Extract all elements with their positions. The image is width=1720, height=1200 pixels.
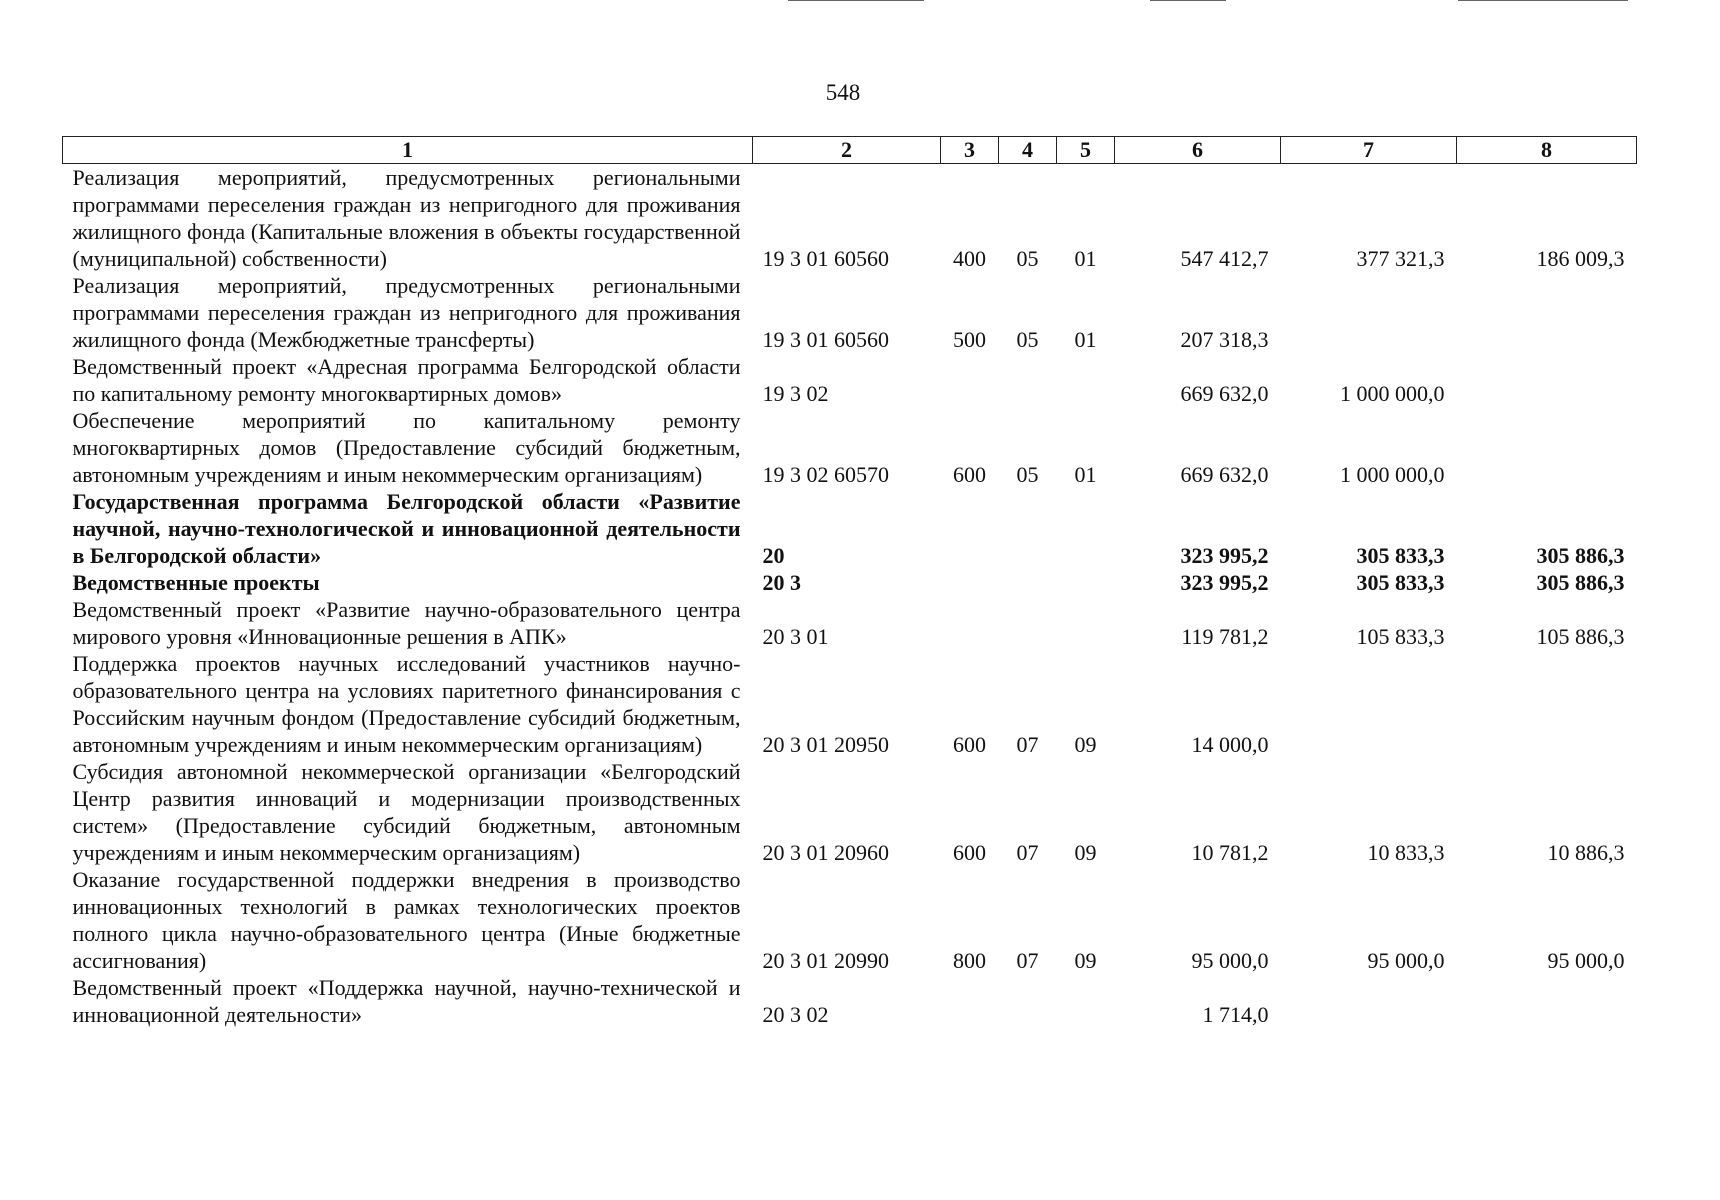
row-section: 07: [1016, 840, 1039, 865]
row-expense-type: 800: [953, 948, 986, 973]
row-subsection: [1057, 353, 1115, 407]
row-amount-year2: [1281, 650, 1457, 758]
row-subsection: 09: [1074, 948, 1097, 973]
table-row: [63, 866, 1637, 974]
header-col-csr: 2: [753, 137, 941, 164]
row-amount-year1: 14 000,0: [1191, 732, 1269, 757]
row-csr-code: 19 3 02: [762, 381, 829, 406]
row-expense-type: [941, 353, 999, 407]
table-row: [63, 569, 1637, 596]
row-amount-year1: 669 632,0: [1180, 462, 1269, 487]
row-section: [999, 488, 1057, 569]
row-amount-year2: 105 833,3: [1356, 624, 1445, 649]
table-row: [63, 164, 1637, 273]
row-name: Ведомственные проекты: [72, 570, 320, 595]
header-col-name: 1: [63, 137, 753, 164]
row-amount-year3: [1457, 353, 1637, 407]
row-section: 05: [1016, 246, 1039, 271]
table-header: [63, 137, 1637, 164]
row-expense-type: 500: [953, 327, 986, 352]
row-amount-year1: 207 318,3: [1180, 327, 1269, 352]
row-amount-year2: 305 833,3: [1356, 543, 1445, 568]
row-expense-type: 600: [953, 732, 986, 757]
table-row: [63, 407, 1637, 488]
header-col-year1: 6: [1115, 137, 1281, 164]
scan-edge-line: [1150, 0, 1226, 1]
row-amount-year1: 119 781,2: [1181, 624, 1269, 649]
row-amount-year3: [1457, 650, 1637, 758]
row-name: Обеспечение мероприятий по капитальному ремонту многоквартирных домов (Предоставление субсидий бюджетным, автономным учреждениям и иным некоммерческим организациям): [72, 408, 741, 487]
row-name: Ведомственный проект «Развитие научно-образовательного центра мирового уровня «Инновационные решения в АПК»: [72, 597, 741, 649]
row-name: Реализация мероприятий, предусмотренных региональными программами переселения граждан из непригодного для проживания жилищного фонда (Межбюджетные трансферты): [72, 273, 741, 352]
row-subsection: 01: [1074, 246, 1097, 271]
row-name: Ведомственный проект «Поддержка научной, научно-технической и инновационной деятельности»: [72, 975, 741, 1027]
row-section: [999, 596, 1057, 650]
row-name: Ведомственный проект «Адресная программа Белгородской области по капитальному ремонту многоквартирных домов»: [72, 354, 741, 406]
row-subsection: [1057, 596, 1115, 650]
row-expense-type: 400: [953, 246, 986, 271]
row-amount-year2: 1 000 000,0: [1340, 462, 1445, 487]
table-row: [63, 272, 1637, 353]
row-csr-code: 20 3 01: [762, 624, 829, 649]
row-csr-code: 20: [762, 543, 785, 568]
row-csr-code: 20 3: [762, 570, 801, 595]
row-amount-year2: 377 321,3: [1356, 246, 1445, 271]
row-amount-year3: 95 000,0: [1547, 948, 1625, 973]
row-csr-code: 20 3 01 20950: [762, 732, 889, 757]
row-amount-year3: 305 886,3: [1536, 570, 1625, 595]
row-csr-code: 20 3 02: [762, 1002, 829, 1027]
header-col-section: 4: [999, 137, 1057, 164]
row-amount-year3: 305 886,3: [1536, 543, 1625, 568]
row-name: Государственная программа Белгородской области «Развитие научной, научно-технологической и инновационной деятельности в Белгородской области»: [72, 489, 741, 568]
table-row: [63, 488, 1637, 569]
header-row: [63, 137, 1637, 164]
row-amount-year1: 323 995,2: [1180, 570, 1269, 595]
row-expense-type: 600: [953, 462, 986, 487]
row-name: Оказание государственной поддержки внедрения в производство инновационных технологий в рамках технологических проектов полного цикла научно-образовательного центра (Иные бюджетные ассигнования): [72, 867, 741, 973]
row-name: Реализация мероприятий, предусмотренных региональными программами переселения граждан из непригодного для проживания жилищного фонда (Капитальные вложения в объекты государственной (муниципальной) собственности): [72, 165, 741, 271]
row-amount-year1: 669 632,0: [1180, 381, 1269, 406]
row-csr-code: 19 3 01 60560: [762, 246, 889, 271]
table-body: [63, 164, 1637, 1029]
row-csr-code: 20 3 01 20990: [762, 948, 889, 973]
row-amount-year3: 10 886,3: [1547, 840, 1625, 865]
row-section: 05: [1016, 327, 1039, 352]
row-expense-type: [941, 596, 999, 650]
header-col-year3: 8: [1457, 137, 1637, 164]
row-expense-type: [941, 569, 999, 596]
row-amount-year2: 10 833,3: [1367, 840, 1445, 865]
row-subsection: [1057, 974, 1115, 1028]
row-subsection: 09: [1074, 840, 1097, 865]
row-subsection: [1057, 488, 1115, 569]
row-csr-code: 20 3 01 20960: [762, 840, 889, 865]
row-name: Субсидия автономной некоммерческой организации «Белгородский Центр развития инноваций и модернизации производственных систем» (Предоставление субсидий бюджетным, автономным учреждениям и иным некоммерческим организациям): [72, 759, 741, 865]
row-amount-year1: 95 000,0: [1191, 948, 1269, 973]
scan-edge-line: [788, 0, 924, 1]
row-csr-code: 19 3 01 60560: [762, 327, 889, 352]
document-page: [62, 136, 1636, 1028]
row-subsection: 01: [1074, 327, 1097, 352]
row-expense-type: [941, 488, 999, 569]
row-amount-year1: 1 714,0: [1202, 1002, 1269, 1027]
table-row: [63, 974, 1637, 1028]
row-amount-year1: 323 995,2: [1180, 543, 1269, 568]
row-subsection: 09: [1074, 732, 1097, 757]
table-row: [63, 650, 1637, 758]
budget-table: [62, 136, 1637, 1028]
row-subsection: 01: [1074, 462, 1097, 487]
row-section: [999, 353, 1057, 407]
row-section: 07: [1016, 732, 1039, 757]
row-section: 05: [1016, 462, 1039, 487]
row-amount-year1: 10 781,2: [1191, 840, 1269, 865]
row-name: Поддержка проектов научных исследований участников научно-образовательного центра на условиях паритетного финансирования с Российским научным фондом (Предоставление субсидий бюджетным, автономным учреждениям и иным некоммерческим организациям): [72, 651, 741, 757]
row-amount-year3: 186 009,3: [1536, 246, 1625, 271]
page-number: 548: [825, 80, 861, 105]
row-amount-year2: 1 000 000,0: [1340, 381, 1445, 406]
header-col-vr: 3: [941, 137, 999, 164]
scan-edge-line: [1458, 0, 1628, 1]
row-amount-year3: 105 886,3: [1536, 624, 1625, 649]
row-amount-year3: [1457, 974, 1637, 1028]
row-csr-code: 19 3 02 60570: [762, 462, 889, 487]
row-amount-year3: [1457, 407, 1637, 488]
row-amount-year2: 95 000,0: [1367, 948, 1445, 973]
row-section: [999, 974, 1057, 1028]
table-row: [63, 758, 1637, 866]
row-section: [999, 569, 1057, 596]
row-amount-year2: [1281, 272, 1457, 353]
row-amount-year1: 547 412,7: [1180, 246, 1269, 271]
table-row: [63, 596, 1637, 650]
table-row: [63, 353, 1637, 407]
row-section: 07: [1016, 948, 1039, 973]
header-col-year2: 7: [1281, 137, 1457, 164]
row-amount-year2: [1281, 974, 1457, 1028]
header-col-subsection: 5: [1057, 137, 1115, 164]
row-expense-type: 600: [953, 840, 986, 865]
row-amount-year3: [1457, 272, 1637, 353]
row-amount-year2: 305 833,3: [1356, 570, 1445, 595]
row-subsection: [1057, 569, 1115, 596]
row-expense-type: [941, 974, 999, 1028]
